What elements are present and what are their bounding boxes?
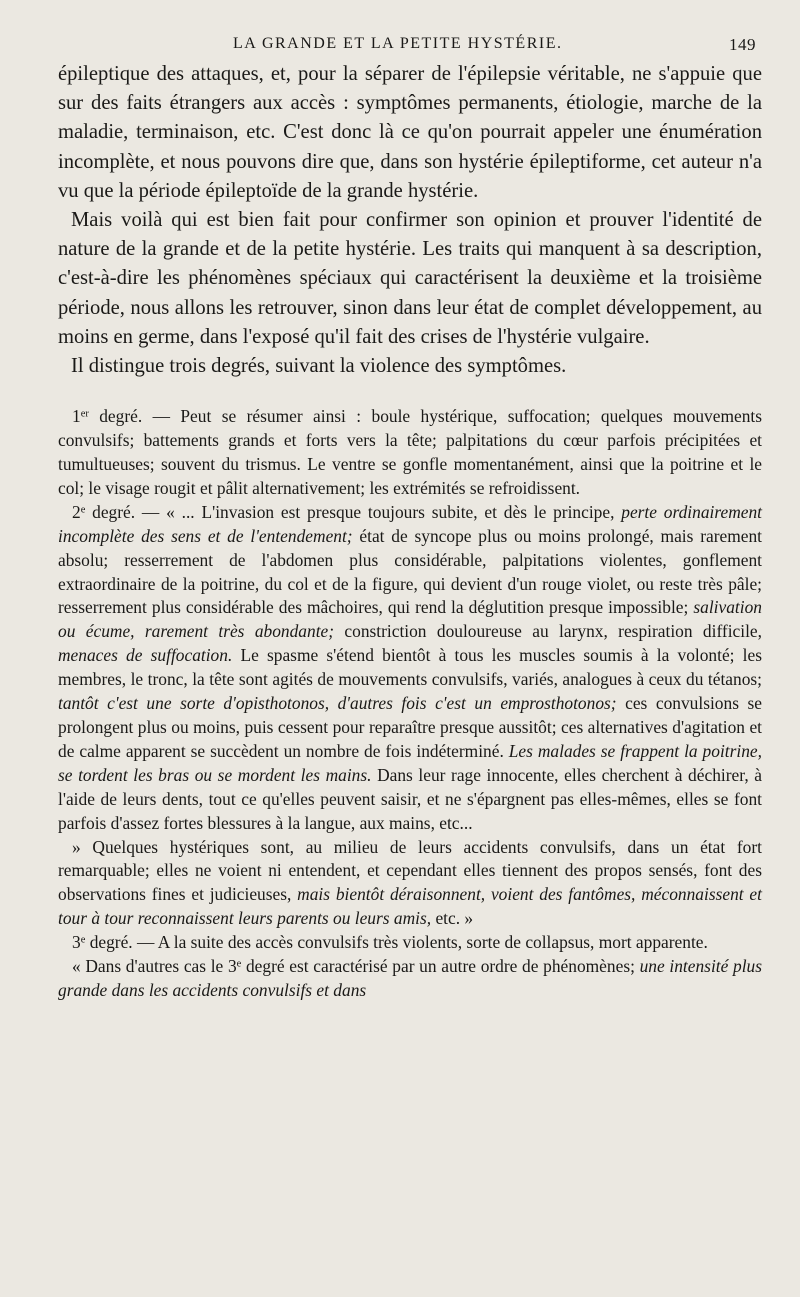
- paragraph-continuation: épileptique des attaques, et, pour la séparer de l'épilepsie véritable, ne s'appuie que sur des faits étrangers aux accès : symptômes permanents, étiologie, marche de la maladie, terminaison, etc. C'est donc là ce qu'on pourrait appeler une énumération incomplète, et nous pouvons dire que, dans son hystérie épileptiforme, cet auteur n'a vu que la période épileptoïde de la grande hystérie.: [58, 63, 762, 202]
- text-run: degré. — « ... L'invasion est presque toujours subite, et dès le principe,: [85, 501, 622, 522]
- paragraph-three-degrees: Il distingue trois degrés, suivant la violence des symptômes.: [71, 355, 567, 378]
- first-degree-text: degré. — Peut se résumer ainsi : boule hystérique, suffocation; quelques mouvements convulsifs; battements grands et forts vers la tête; palpitations du cœur parfois précipitées et tumultueuses; souvent du trismus. Le ventre se gonfle momentanément, ainsi que la poitrine et le col; le visage rougit et pâlit alternativement; les extrémités se refroidissent.: [58, 406, 762, 498]
- ordinal-suffix: e: [80, 504, 86, 516]
- ordinal-suffix: er: [80, 408, 89, 420]
- italic-run: mais bientôt déraisonnent, voient des fantômes, méconnaissent et tour à tour reconnaissent leurs parents ou leurs amis,: [58, 884, 762, 929]
- text-run: Le spasme s'étend bientôt à tous les muscles soumis à la volonté; les membres, le tronc, la tête sont agités de mouvements convulsifs, variés, analogues à ceux du tétanos;: [58, 645, 762, 690]
- third-degree-paragraph: [58, 931, 762, 955]
- page-number: 149: [729, 35, 756, 54]
- text-run: état de syncope plus ou moins prolongé, mais rarement absolu; resserrement de l'abdomen plus considérable, palpitations violentes, gonflement extraordinaire de la poitrine, du col et de la figure, qui devient d'un rouge violet, ou reste très pâle; resserrement plus considérable des mâchoires, qui rend la déglutition presque impossible;: [58, 525, 762, 618]
- italic-run: salivation ou écume, rarement très abondante;: [58, 597, 762, 642]
- third-degree-text: degré. — A la suite des accès convulsifs très violents, sorte de collapsus, mort apparente.: [85, 932, 708, 953]
- text-run: degré est caractérisé par un autre ordre de phénomènes;: [241, 956, 640, 977]
- ordinal-suffix: e: [236, 958, 242, 970]
- page-header: [58, 28, 762, 60]
- quoted-description-block: [58, 405, 762, 1003]
- paragraph-identity-argument: Mais voilà qui est bien fait pour confirmer son opinion et prouver l'identité de nature de la grande et de la petite hystérie. Les traits qui manquent à sa description, c'est-à-dire les phénomènes spéciaux qui caractérisent la deuxième et la troisième période, nous allons les retrouver, sinon dans leur état de complet développement, au moins en germe, dans l'exposé qu'il fait des crises de l'hystérie vulgaire.: [58, 209, 762, 348]
- other-cases-paragraph: [58, 955, 762, 1003]
- degree-number: 1: [72, 406, 81, 427]
- degree-number: 2: [72, 501, 81, 522]
- degree-number: 3: [72, 932, 81, 953]
- text-run: » Quelques hystériques sont, au milieu de leurs accidents convulsifs, dans un état fort remarquable; elles ne voient ni entendent, et cependant elles tiennent des propos sensés, font des observations fines et judicieuses,: [58, 836, 762, 905]
- first-degree-paragraph: [58, 405, 762, 501]
- italic-run: tantôt c'est une sorte d'opisthotonos, d'autres fois c'est un emprosthotonos;: [58, 693, 617, 714]
- text-run: etc. »: [431, 908, 474, 929]
- italic-run: une intensité plus grande dans les accidents convulsifs et dans: [58, 956, 762, 1000]
- text-run: « Dans d'autres cas le 3: [72, 956, 237, 977]
- text-run: constriction douloureuse au larynx, respiration difficile,: [334, 621, 762, 642]
- section-gap: [58, 381, 762, 405]
- text-run: Dans leur rage innocente, elles cherchent à déchirer, à l'aide de leurs dents, tout ce qu'elles peuvent saisir, et ne s'épargnent pas elles-mêmes, elles se font parfois d'assez fortes blessures à la langue, aux mains, etc...: [58, 764, 762, 833]
- italic-run: perte ordinairement incomplète des sens et de l'entendement;: [58, 501, 762, 546]
- quote-continuation-paragraph: [58, 836, 762, 932]
- large-text-block: [58, 60, 762, 381]
- running-title: LA GRANDE ET LA PETITE HYSTÉRIE.: [233, 35, 563, 52]
- ordinal-suffix: e: [80, 934, 86, 946]
- italic-run: Les malades se frappent la poitrine, se tordent les bras ou se mordent les mains.: [58, 740, 762, 785]
- text-run: ces convulsions se prolongent plus ou moins, puis cessent pour reparaître presque aussitôt; ces alternatives d'agitation et de calme apparent se succèdent un nombre de fois indéterminé.: [58, 693, 762, 761]
- second-degree-paragraph: [58, 501, 762, 836]
- italic-run: menaces de suffocation.: [58, 645, 233, 666]
